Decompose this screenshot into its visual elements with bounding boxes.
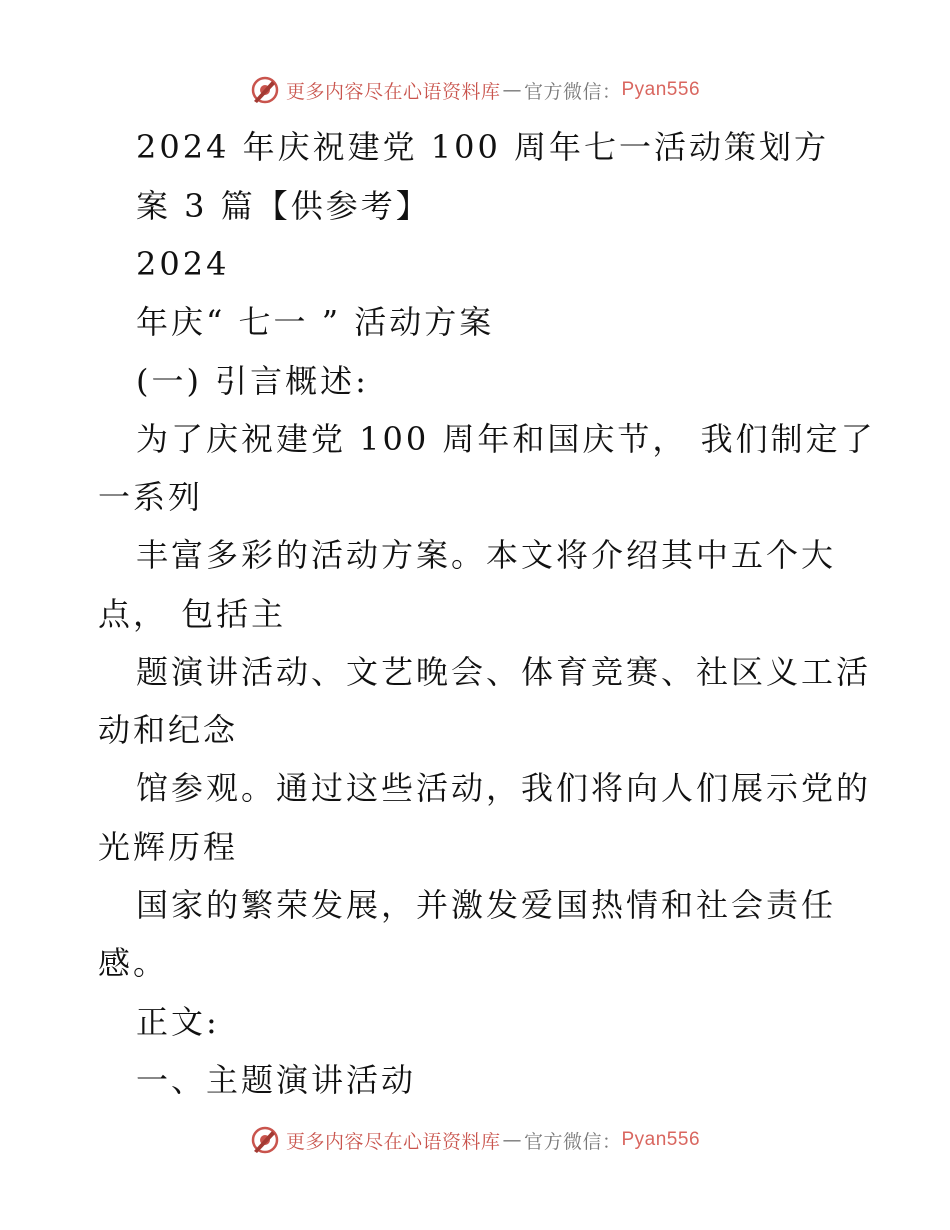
watermark-dash: — [502,1129,522,1151]
doc-line-subtitle: 年庆“ 七一 ” 活动方案 [136,303,495,341]
watermark-official-label: 官方微信： [523,80,622,103]
watermark-dash: — [502,79,522,101]
header-watermark [0,70,950,110]
pen-logo-icon [250,1125,280,1155]
watermark-brand-text: 更多内容尽在心语资料库 [285,1130,501,1153]
watermark-wechat-id: Pyan556 [621,1129,701,1150]
watermark-brand-text: 更多内容尽在心语资料库 [285,80,501,103]
doc-line-year: 2024 [136,245,230,283]
doc-section-intro-heading: (一) 引言概述: [136,362,369,400]
doc-subsection-heading: 一、主题演讲活动 [136,1061,417,1099]
doc-paragraph-line: 感。 [98,944,169,982]
doc-paragraph-line: 馆参观。通过这些活动，我们将向人们展示党的 [136,769,872,807]
doc-paragraph-line: 丰富多彩的活动方案。本文将介绍其中五个大 [136,536,837,574]
pen-logo-icon [250,75,280,105]
doc-paragraph-line: 光辉历程 [98,828,239,866]
watermark-official-label: 官方微信： [523,1130,622,1153]
doc-title-line-2: 案 3 篇【供参考】 [136,187,431,225]
doc-paragraph-line: 题演讲活动、文艺晚会、体育竞赛、社区义工活 [136,653,872,691]
doc-paragraph-line: 动和纪念 [98,711,239,749]
footer-watermark [0,1120,950,1160]
doc-paragraph-line: 国家的繁荣发展，并激发爱国热情和社会责任 [136,886,837,924]
doc-paragraph-line: 为了庆祝建党 100 周年和国庆节， 我们制定了 [136,420,876,458]
doc-section-body-heading: 正文: [136,1003,220,1041]
doc-paragraph-line: 一系列 [98,478,204,516]
doc-paragraph-line: 点， 包括主 [98,595,287,633]
watermark-wechat-id: Pyan556 [621,79,701,100]
doc-title-line-1: 2024 年庆祝建党 100 周年七一活动策划方 [136,128,830,166]
